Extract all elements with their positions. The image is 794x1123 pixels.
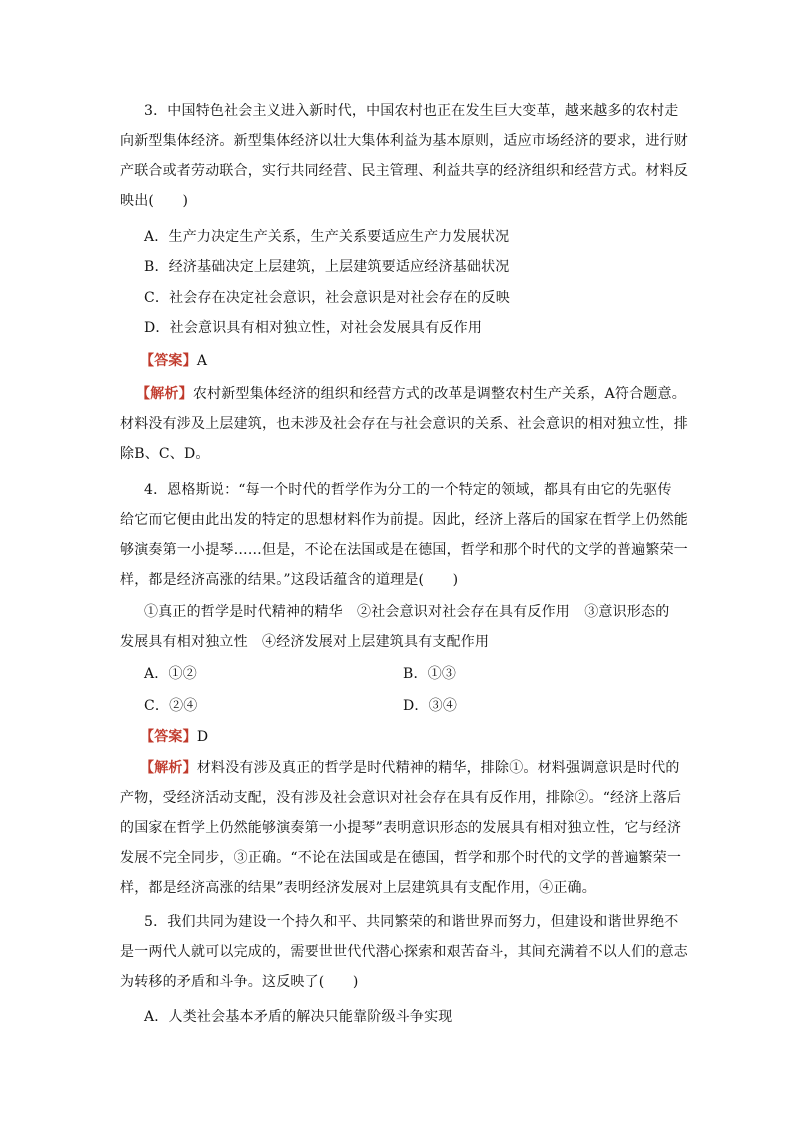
answer-value: A — [196, 353, 208, 369]
answer-label: 【答案】 — [140, 353, 197, 369]
q4-stem-line-4: 样，都是经济高涨的结果。”这段话蕴含的道理是( ) — [120, 572, 459, 588]
q4-items-line-2: 发展具有相对独立性 ④经济发展对上层建筑具有支配作用 — [120, 634, 490, 650]
q3-stem-line-4: 映出( ) — [120, 193, 189, 209]
q3-option-b: B．经济基础决定上层建筑，上层建筑要适应经济基础状况 — [144, 259, 510, 275]
q4-option-c: C．②④ — [144, 698, 198, 714]
q4-stem-line-1: 4．恩格斯说：“每一个时代的哲学作为分工的一个特定的领域，都具有由它的先驱传 — [144, 482, 672, 498]
q3-stem-line-1: 3．中国特色社会主义进入新时代，中国农村也正在发生巨大变革，越来越多的农村走 — [144, 103, 679, 119]
q3-analysis-line-1 — [136, 384, 686, 404]
q3-option-c: C．社会存在决定社会意识，社会意识是对社会存在的反映 — [144, 290, 510, 306]
q3-option-d: D．社会意识具有相对独立性，对社会发展具有反作用 — [144, 320, 483, 336]
analysis-text: 材料没有涉及真正的哲学是时代精神的精华，排除①。材料强调意识是时代的 — [196, 760, 680, 776]
q3-analysis-line-2: 材料没有涉及上层建筑，也未涉及社会存在与社会意识的关系、社会意识的相对独立性，排 — [120, 416, 688, 432]
q4-analysis-line-5: 样，都是经济高涨的结果”表明经济发展对上层建筑具有支配作用，④正确。 — [120, 880, 596, 896]
q4-stem-line-2: 给它而它便由此出发的特定的思想材料作为前提。因此，经济上落后的国家在哲学上仍然能 — [120, 512, 688, 528]
q3-stem-line-3: 产联合或者劳动联合，实行共同经营、民主管理、利益共享的经济组织和经营方式。材料反 — [120, 163, 688, 179]
analysis-label: 【解析】 — [140, 760, 197, 776]
q4-analysis-line-4: 发展不完全同步，③正确。“不论在法国或是在德国，哲学和那个时代的文学的普遍繁荣一 — [120, 850, 682, 866]
q3-answer — [140, 351, 207, 371]
q4-analysis-line-3: 的国家在哲学上仍然能够演奏第一小提琴”表明意识形态的发展具有相对独立性，它与经济 — [120, 820, 682, 836]
q4-option-a: A．①② — [144, 666, 197, 682]
q4-option-d: D．③④ — [403, 698, 458, 714]
analysis-label: 【解析】 — [136, 386, 193, 402]
q5-option-a: A．人类社会基本矛盾的解决只能靠阶级斗争实现 — [144, 1009, 453, 1025]
analysis-text: 农村新型集体经济的组织和经营方式的改革是调整农村生产关系，A符合题意。 — [192, 386, 686, 402]
answer-label: 【答案】 — [140, 729, 197, 745]
q4-analysis-line-2: 产物，受经济活动支配，没有涉及社会意识对社会存在具有反作用，排除②。“经济上落后 — [120, 790, 682, 806]
q4-option-b: B．①③ — [403, 666, 457, 682]
q3-stem-line-2: 向新型集体经济。新型集体经济以壮大集体利益为基本原则，适应市场经济的要求，进行财 — [120, 133, 688, 149]
q4-analysis-line-1 — [140, 758, 680, 778]
q4-stem-line-3: 够演奏第一小提琴……但是，不论在法国或是在德国，哲学和那个时代的文学的普遍繁荣一 — [120, 542, 688, 558]
answer-value: D — [196, 729, 209, 745]
q5-stem-line-1: 5．我们共同为建设一个持久和平、共同繁荣的和谐世界而努力，但建设和谐世界绝不 — [144, 914, 679, 930]
q3-analysis-line-3: 除B、C、D。 — [120, 446, 210, 462]
q4-items-line-1: ①真正的哲学是时代精神的精华 ②社会意识对社会存在具有反作用 ③意识形态的 — [144, 604, 670, 620]
q5-stem-line-2: 是一两代人就可以完成的，需要世世代代潜心探索和艰苦奋斗，其间充满着不以人们的意志 — [120, 944, 688, 960]
q3-option-a: A．生产力决定生产关系，生产关系要适应生产力发展状况 — [144, 229, 510, 245]
q5-stem-line-3: 为转移的矛盾和斗争。这反映了( ) — [120, 974, 359, 990]
q4-answer — [140, 727, 208, 747]
